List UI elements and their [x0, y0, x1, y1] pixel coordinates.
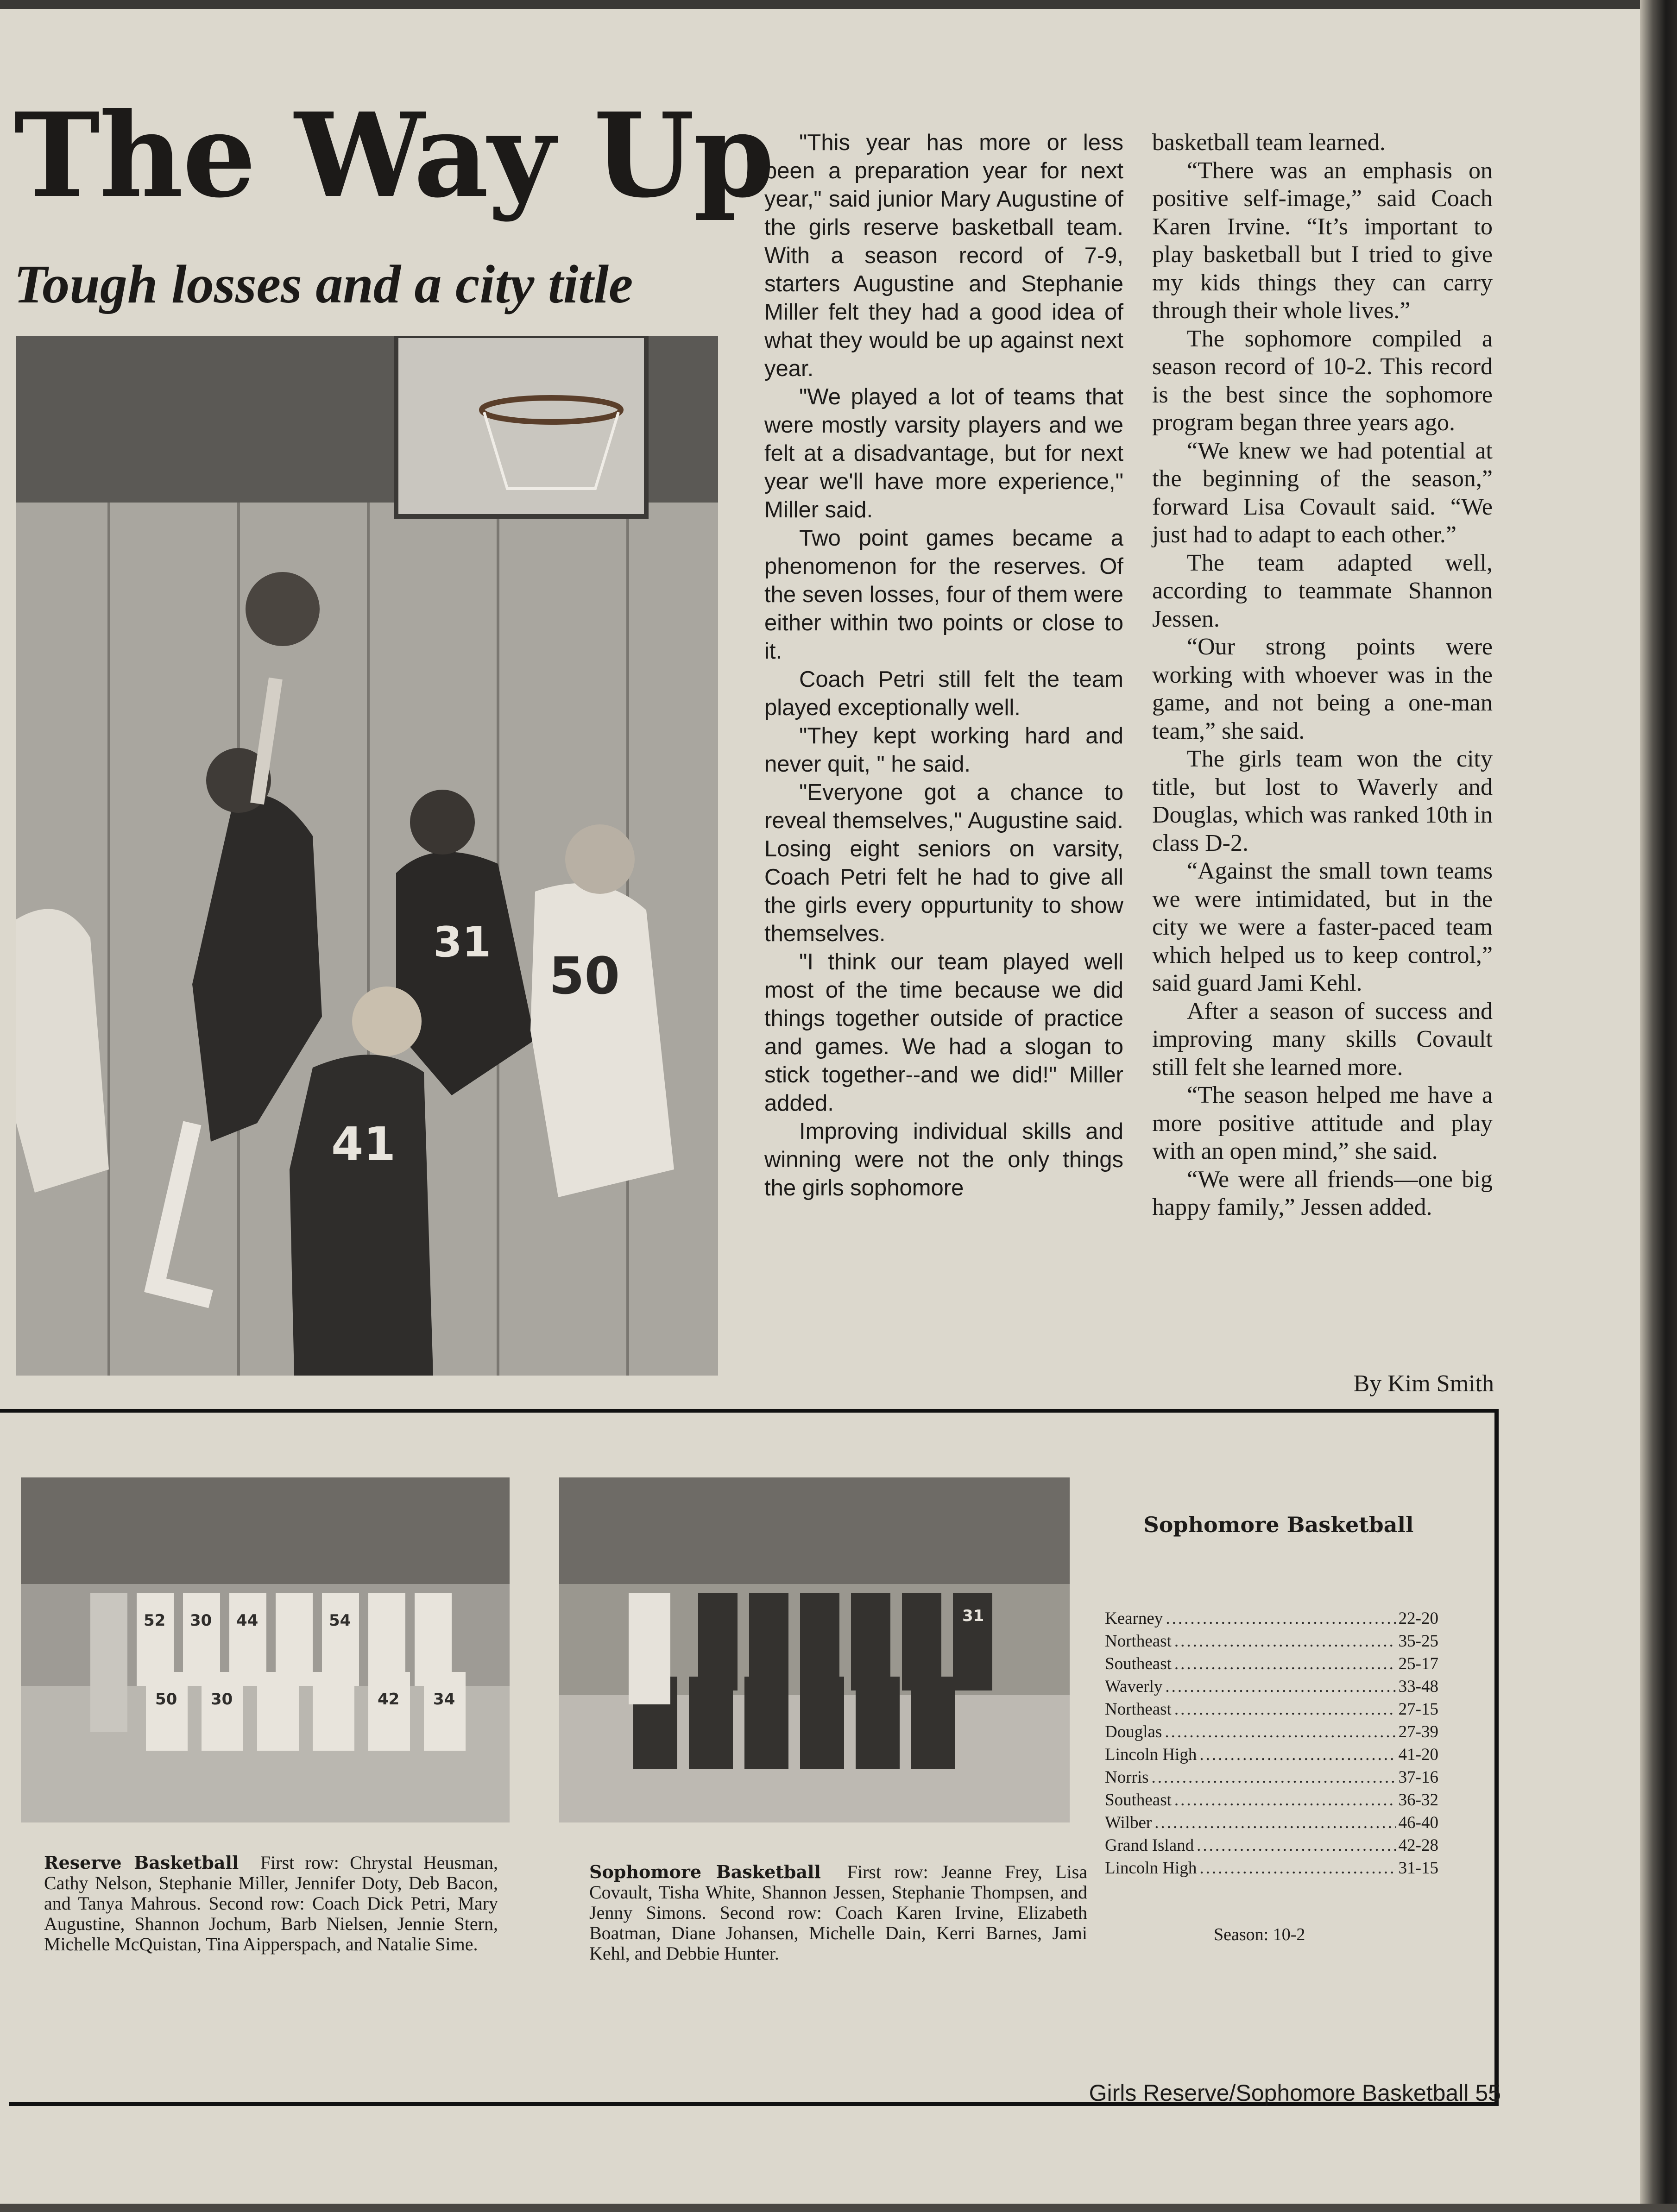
schedule-row	[1105, 1857, 1438, 1879]
caption-lead: Reserve Basketball	[44, 1852, 239, 1873]
leader-dots	[1197, 1834, 1396, 1857]
leader-dots	[1166, 1607, 1395, 1630]
schedule-row	[1105, 1766, 1438, 1789]
paragraph: "I think our team played well most of the time because we did things together outside of practice and games. We had a slogan to stick together--and we did!" Miller added.	[764, 949, 1123, 1116]
paragraph: "This year has more or less been a preparation year for next year," said junior Mary Augustine of the girls reserve basketball team. With a season record of 7-9, starters Augustine and Stephanie Miller felt they had a good idea of what they would be up against next year.	[764, 130, 1123, 381]
jersey-number-50: 50	[549, 946, 620, 1005]
game-action-illustration	[16, 336, 718, 1376]
caption-lead: Sophomore Basketball	[589, 1861, 821, 1882]
score: 22-20	[1398, 1609, 1438, 1628]
leader-dots	[1165, 1675, 1395, 1698]
schedule-row	[1105, 1743, 1438, 1766]
score: 37-16	[1398, 1768, 1438, 1787]
season-record: Season: 10-2	[1214, 1925, 1305, 1944]
opponent: Norris	[1105, 1768, 1149, 1787]
jersey-number: 42	[378, 1690, 400, 1709]
leader-dots	[1154, 1811, 1395, 1834]
reserve-photo-caption	[44, 1853, 498, 1954]
score: 31-15	[1398, 1859, 1438, 1878]
score: 36-32	[1398, 1791, 1438, 1810]
opponent: Northeast	[1105, 1632, 1172, 1651]
score: 33-48	[1398, 1677, 1438, 1696]
score: 42-28	[1398, 1836, 1438, 1855]
page-edge-bottom	[0, 2204, 1677, 2212]
page-footer	[1089, 2080, 1501, 2106]
article-column-3	[1152, 129, 1493, 1222]
opponent: Douglas	[1105, 1722, 1162, 1741]
paragraph: The sophomore compiled a season record of 10-2. This record is the best since the sophomore program began three years ago.	[1152, 325, 1493, 436]
page-number: 55	[1475, 2080, 1501, 2106]
paragraph: "We played a lot of teams that were mostly varsity players and we felt at a disadvantage, but for next year we'll have more experience," Miller said.	[764, 384, 1123, 522]
paragraph: “We were all friends—one big happy family,” Jessen added.	[1152, 1166, 1493, 1220]
opponent: Lincoln High	[1105, 1859, 1197, 1878]
leader-dots	[1199, 1743, 1395, 1766]
schedule-row	[1105, 1811, 1438, 1834]
jersey-number: 30	[190, 1611, 212, 1630]
schedule-title: Sophomore Basketball	[1143, 1512, 1414, 1537]
schedule-row	[1105, 1607, 1438, 1630]
score: 41-20	[1398, 1745, 1438, 1764]
paragraph: The girls team won the city title, but lost to Waverly and Douglas, which was ranked 10th in class D-2.	[1152, 746, 1493, 856]
schedule-row	[1105, 1721, 1438, 1743]
jersey-number-41: 41	[331, 1117, 396, 1171]
paragraph: “We knew we had potential at the beginning of the season,” forward Lisa Covault said. “We just had to adapt to each other.”	[1152, 437, 1493, 548]
book-spine-edge	[1640, 0, 1677, 2212]
score: 27-15	[1398, 1700, 1438, 1719]
paragraph: After a season of success and improving many skills Covault still felt she learned more.	[1152, 998, 1493, 1081]
leader-dots	[1199, 1857, 1395, 1879]
schedule-row	[1105, 1789, 1438, 1811]
jersey-number: 30	[211, 1690, 233, 1709]
schedule-row	[1105, 1653, 1438, 1675]
score: 27-39	[1398, 1722, 1438, 1741]
paragraph: "Everyone got a chance to reveal themselves," Augustine said. Losing eight seniors on varsity, Coach Petri felt he had to give all the girls every oppurtunity to show themselves.	[764, 780, 1123, 946]
byline: By Kim Smith	[1353, 1370, 1494, 1397]
page-edge-top	[0, 0, 1677, 9]
sophomore-team-illustration	[559, 1477, 1070, 1822]
schedule-row	[1105, 1698, 1438, 1721]
paragraph: Improving individual skills and winning were not the only things the girls sophomore	[764, 1119, 1123, 1200]
leader-dots	[1174, 1789, 1396, 1811]
opponent: Southeast	[1105, 1654, 1172, 1673]
opponent: Southeast	[1105, 1791, 1172, 1810]
score: 46-40	[1398, 1813, 1438, 1832]
leader-dots	[1174, 1630, 1396, 1653]
opponent: Lincoln High	[1105, 1745, 1197, 1764]
opponent: Grand Island	[1105, 1836, 1194, 1855]
paragraph: “The season helped me have a more positive attitude and play with an open mind,” she said.	[1152, 1082, 1493, 1164]
leader-dots	[1165, 1721, 1395, 1743]
score: 35-25	[1398, 1632, 1438, 1651]
sophomore-team-photo	[559, 1477, 1070, 1822]
jersey-number: 31	[962, 1607, 984, 1625]
opponent: Kearney	[1105, 1609, 1163, 1628]
main-action-photo	[16, 336, 718, 1376]
jersey-number: 34	[433, 1690, 455, 1709]
jersey-number: 44	[236, 1611, 258, 1630]
score: 25-17	[1398, 1654, 1438, 1673]
paragraph: The team adapted well, according to teammate Shannon Jessen.	[1152, 549, 1493, 632]
caption-text: First row: Chrystal Heusman, Cathy Nelson, Stephanie Miller, Jennifer Doty, Deb Bacon, and Tanya Mahrous. Second row: Coach Dick Petri, Mary Augustine, Shannon Jochum, Barb Nielsen, Jennie Stern, Michelle McQuistan, Tina Aipperspach, and Natalie Sime.	[44, 1852, 498, 1954]
jersey-number-31: 31	[433, 918, 492, 967]
opponent: Northeast	[1105, 1700, 1172, 1719]
paragraph: Two point games became a phenomenon for the reserves. Of the seven losses, four of them were either within two points or close to it.	[764, 526, 1123, 664]
paragraph: Coach Petri still felt the team played exceptionally well.	[764, 667, 1123, 720]
paragraph: "They kept working hard and never quit, " he said.	[764, 723, 1123, 777]
leader-dots	[1174, 1698, 1396, 1721]
schedule-row	[1105, 1630, 1438, 1653]
jersey-number: 50	[155, 1690, 177, 1709]
reserve-team-photo	[21, 1477, 510, 1822]
paragraph: “There was an emphasis on positive self-image,” said Coach Karen Irvine. “It’s important to play basketball but I tried to give my kids things they can carry through their whole lives.”	[1152, 157, 1493, 324]
jersey-number: 52	[144, 1611, 166, 1630]
headline: The Way Up	[14, 87, 774, 223]
leader-dots	[1152, 1766, 1396, 1789]
reserve-team-illustration	[21, 1477, 510, 1822]
sophomore-photo-caption	[589, 1862, 1087, 1964]
schedule-row	[1105, 1675, 1438, 1698]
paragraph: basketball team learned.	[1152, 129, 1386, 156]
jersey-number: 54	[329, 1611, 351, 1630]
footer-section: Girls Reserve/Sophomore Basketball	[1089, 2080, 1469, 2106]
article-column-2	[764, 129, 1123, 1202]
opponent: Waverly	[1105, 1677, 1163, 1696]
leader-dots	[1174, 1653, 1396, 1675]
box-rule	[0, 1409, 12, 1413]
subhead: Tough losses and a city title	[14, 254, 633, 314]
caption-text: First row: Jeanne Frey, Lisa Covault, Tisha White, Shannon Jessen, Stephanie Thompsen, and Jenny Simons. Second row: Coach Karen Irvine, Elizabeth Boatman, Diane Johansen, Michelle Dain, Kerri Barnes, Jami Kehl, and Debbie Hunter.	[589, 1861, 1087, 1964]
schedule-list	[1105, 1607, 1438, 1879]
schedule-row	[1105, 1834, 1438, 1857]
paragraph: “Our strong points were working with whoever was in the game, and not being a one-man team,” she said.	[1152, 634, 1493, 744]
opponent: Wilber	[1105, 1813, 1152, 1832]
paragraph: “Against the small town teams we were intimidated, but in the city we were a faster-paced team which helped us to keep control,” said guard Jami Kehl.	[1152, 858, 1493, 996]
